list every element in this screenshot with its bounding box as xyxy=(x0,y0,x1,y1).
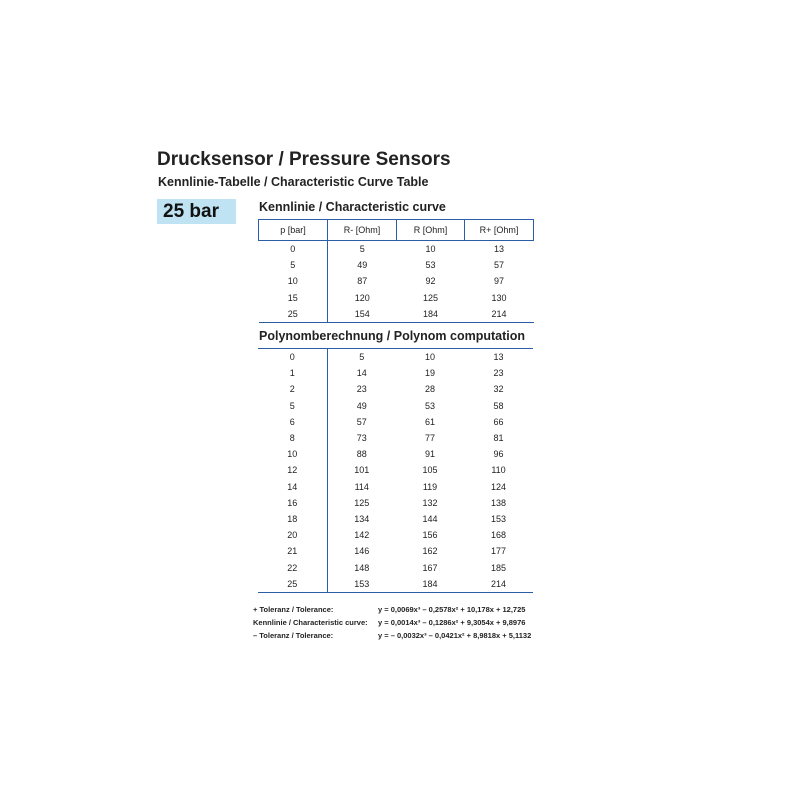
formula-equation: y = 0,0069x³ – 0,2578x² + 10,178x + 12,725 xyxy=(378,605,526,614)
cell-pressure: 5 xyxy=(289,400,295,411)
cell-r-plus: 214 xyxy=(465,306,534,323)
table-row xyxy=(258,543,533,559)
cell-r-plus: 96 xyxy=(493,449,504,460)
cell-pressure: 25 xyxy=(258,576,327,593)
cell-r-plus: 58 xyxy=(493,400,504,411)
table-row xyxy=(259,257,534,273)
table-row xyxy=(258,576,533,593)
cell-r: 184 xyxy=(397,306,465,323)
cell-r-plus: 124 xyxy=(490,481,507,492)
cell-r-plus: 97 xyxy=(493,276,504,287)
table-row xyxy=(258,414,533,430)
cell-r-minus: 23 xyxy=(327,381,396,397)
cell-r-minus: 88 xyxy=(327,446,396,462)
cell-r-minus: 101 xyxy=(327,462,396,478)
cell-pressure: 16 xyxy=(287,497,298,508)
cell-r: 119 xyxy=(422,481,438,492)
cell-r: 53 xyxy=(425,260,436,271)
formula-label: – Toleranz / Tolerance: xyxy=(253,631,334,640)
cell-r-minus: 73 xyxy=(327,430,396,446)
page-title: Drucksensor / Pressure Sensors xyxy=(157,149,451,170)
cell-r-minus: 148 xyxy=(327,559,396,575)
cell-pressure: 20 xyxy=(287,530,298,541)
table-row xyxy=(259,273,534,289)
cell-pressure: 25 xyxy=(259,306,328,323)
cell-pressure: 22 xyxy=(287,562,298,573)
table-row xyxy=(258,559,533,575)
cell-r: 144 xyxy=(422,513,438,524)
cell-pressure: 10 xyxy=(287,449,298,460)
cell-r: 105 xyxy=(422,465,438,476)
cell-r-minus: 153 xyxy=(327,576,396,593)
formula-equation: y = 0,0014x³ – 0,1286x² + 9,3054x + 9,8976 xyxy=(378,618,526,627)
cell-r-plus: 32 xyxy=(493,384,504,395)
cell-r: 77 xyxy=(424,433,435,444)
cell-r-minus: 134 xyxy=(327,511,396,527)
formula-label: Kennlinie / Characteristic curve: xyxy=(253,618,368,627)
table-row xyxy=(258,527,533,543)
cell-r: 53 xyxy=(424,400,435,411)
cell-r: 184 xyxy=(396,576,464,593)
cell-r-plus: 66 xyxy=(493,416,504,427)
cell-r-minus: 5 xyxy=(328,241,397,258)
column-header-r: R [Ohm] xyxy=(397,220,465,241)
cell-r-minus: 120 xyxy=(328,290,397,306)
cell-r-plus: 81 xyxy=(493,433,504,444)
cell-r-plus: 57 xyxy=(493,260,504,271)
cell-r-minus: 142 xyxy=(327,527,396,543)
cell-pressure: 0 xyxy=(290,244,296,255)
table-header-row xyxy=(259,220,534,241)
cell-r-minus: 14 xyxy=(327,365,396,381)
cell-r: 132 xyxy=(422,497,438,508)
cell-r-minus: 154 xyxy=(328,306,397,323)
cell-r-minus: 87 xyxy=(328,273,397,289)
cell-pressure: 0 xyxy=(289,352,295,363)
cell-pressure: 6 xyxy=(289,416,295,427)
table-row xyxy=(258,381,533,397)
polynom-table xyxy=(258,348,533,593)
characteristic-table-title: Kennlinie / Characteristic curve xyxy=(259,200,446,214)
polynom-table-title: Polynomberechnung / Polynom computation xyxy=(259,329,525,343)
cell-pressure: 12 xyxy=(287,465,298,476)
formula-equation: y = – 0,0032x³ – 0,0421x² + 8,9818x + 5,1132 xyxy=(378,631,532,640)
cell-r-plus: 138 xyxy=(490,497,507,508)
cell-r: 125 xyxy=(422,292,439,303)
table-row xyxy=(258,430,533,446)
formula-label: + Toleranz / Tolerance: xyxy=(253,605,334,614)
cell-r-plus: 177 xyxy=(490,546,507,557)
cell-r-plus: 168 xyxy=(490,530,507,541)
cell-pressure: 8 xyxy=(289,433,295,444)
cell-r: 92 xyxy=(425,276,436,287)
table-row xyxy=(258,462,533,478)
cell-r: 91 xyxy=(424,449,435,460)
table-row xyxy=(258,479,533,495)
cell-r-minus: 57 xyxy=(327,414,396,430)
cell-r: 162 xyxy=(422,546,438,557)
cell-r-plus: 185 xyxy=(490,562,507,573)
cell-r-minus: 49 xyxy=(327,398,396,414)
cell-r-minus: 49 xyxy=(328,257,397,273)
page-subtitle: Kennlinie-Tabelle / Characteristic Curve Table xyxy=(158,175,429,189)
column-header-r-plus: R+ [Ohm] xyxy=(465,220,534,241)
table-row xyxy=(259,290,534,306)
cell-r-plus: 23 xyxy=(493,368,504,379)
table-row xyxy=(258,511,533,527)
table-row xyxy=(258,495,533,511)
table-row xyxy=(259,241,534,258)
table-row xyxy=(259,306,534,323)
cell-pressure: 5 xyxy=(290,260,296,271)
cell-r-plus: 13 xyxy=(493,244,504,255)
table-row xyxy=(258,446,533,462)
cell-pressure: 1 xyxy=(289,368,295,379)
cell-pressure: 10 xyxy=(287,276,298,287)
cell-pressure: 21 xyxy=(287,546,298,557)
cell-r-plus: 153 xyxy=(490,513,507,524)
cell-pressure: 15 xyxy=(287,292,298,303)
cell-r: 19 xyxy=(424,368,435,379)
table-row xyxy=(258,365,533,381)
cell-pressure: 2 xyxy=(289,384,295,395)
cell-r-minus: 146 xyxy=(327,543,396,559)
table-row xyxy=(258,349,533,366)
cell-r-minus: 5 xyxy=(327,349,396,366)
cell-r: 10 xyxy=(425,244,436,255)
cell-pressure: 14 xyxy=(287,481,298,492)
cell-r-plus: 130 xyxy=(491,292,507,303)
cell-pressure: 18 xyxy=(287,513,298,524)
characteristic-table xyxy=(258,219,534,323)
cell-r-minus: 125 xyxy=(327,495,396,511)
cell-r-minus: 114 xyxy=(327,479,396,495)
column-header-r-minus: R- [Ohm] xyxy=(328,220,397,241)
cell-r-plus: 110 xyxy=(491,465,506,476)
cell-r: 10 xyxy=(424,352,435,363)
column-header-pressure: p [bar] xyxy=(259,220,328,241)
range-badge: 25 bar xyxy=(157,199,236,224)
cell-r: 28 xyxy=(424,384,435,395)
cell-r-plus: 13 xyxy=(493,352,504,363)
cell-r-plus: 214 xyxy=(464,576,533,593)
cell-r: 167 xyxy=(422,562,438,573)
table-row xyxy=(258,398,533,414)
cell-r: 156 xyxy=(422,530,438,541)
cell-r: 61 xyxy=(424,416,435,427)
